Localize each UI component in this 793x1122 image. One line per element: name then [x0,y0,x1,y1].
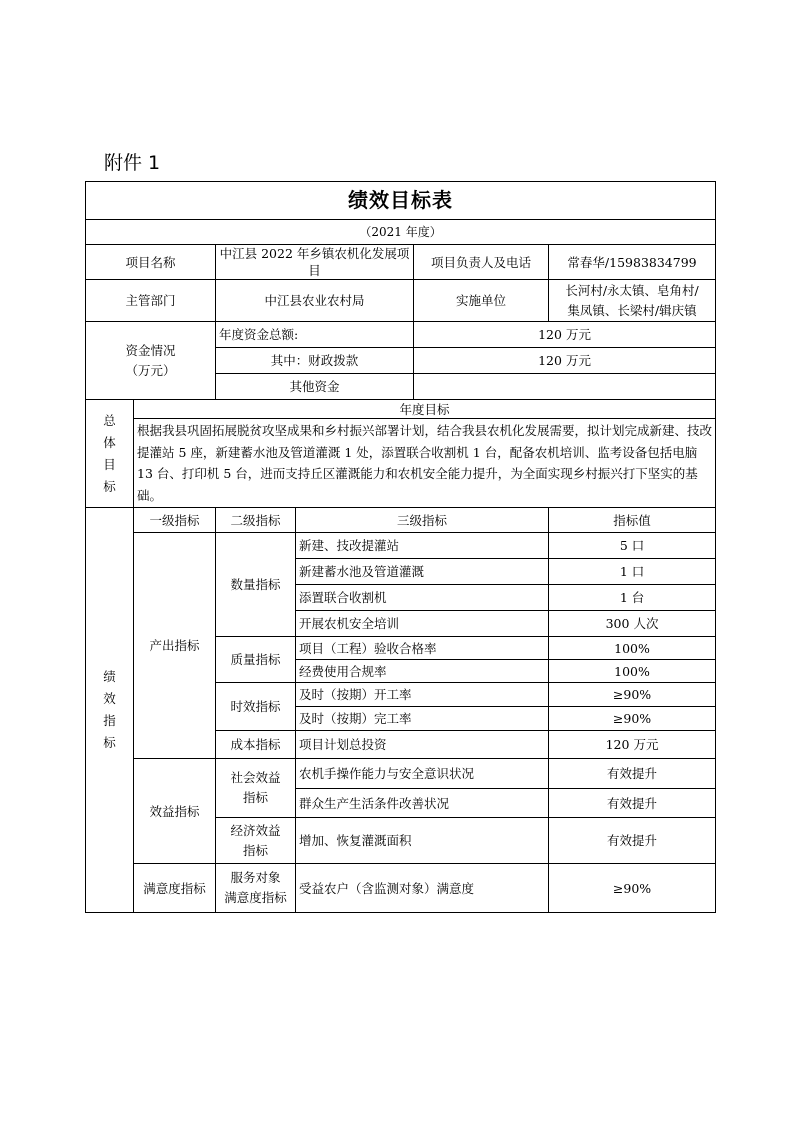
quantity-indicator-label: 数量指标 [216,533,296,637]
funds-label-line1: 资金情况 [125,342,176,358]
table-title: 绩效目标表 [86,182,716,220]
overall-target-label [86,400,134,508]
indicator-name: 受益农户（含监测对象）满意度 [296,864,549,913]
output-indicator-label: 产出指标 [134,533,216,759]
overall-char-2: 体 [103,434,116,450]
header-level2: 二级指标 [216,508,296,533]
indicator-value: 1 台 [549,585,716,611]
indicator-name: 项目计划总投资 [296,731,549,759]
indicator-value: ≥90% [549,707,716,731]
indicator-value: 120 万元 [549,731,716,759]
indicator-value: 1 口 [549,559,716,585]
indicator-value: ≥90% [549,864,716,913]
social-benefit-label [216,759,296,818]
annual-target-header: 年度目标 [134,400,716,419]
indicator-name: 开展农机安全培训 [296,611,549,637]
timeliness-indicator-label: 时效指标 [216,683,296,731]
economic-benefit-label [216,818,296,864]
dept-value: 中江县农业农村局 [216,280,414,322]
project-name-label: 项目名称 [86,245,216,280]
header-level1: 一级指标 [134,508,216,533]
unit-value-line2: 集凤镇、长梁村/辑庆镇 [567,302,697,318]
funds-other-label: 其他资金 [216,374,414,400]
overall-char-1: 总 [103,412,116,428]
cost-indicator-label: 成本指标 [216,731,296,759]
indicator-value: ≥90% [549,683,716,707]
project-name-value: 中江县 2022 年乡镇农机化发展项目 [216,245,414,280]
funds-total-value: 120 万元 [414,322,716,348]
service-satisfaction-label [216,864,296,913]
attachment-label: 附件 1 [104,152,161,174]
indicator-name: 新建、技改提灌站 [296,533,549,559]
indicator-value: 有效提升 [549,789,716,818]
benefit-indicator-label: 效益指标 [134,759,216,864]
indicator-value: 100% [549,637,716,660]
funds-label [86,322,216,400]
performance-indicators-label [86,508,134,913]
quality-indicator-label: 质量指标 [216,637,296,683]
indicator-name: 及时（按期）开工率 [296,683,549,707]
unit-value-line1: 长河村/永太镇、皂角村/ [565,282,699,298]
perf-char-4: 标 [103,735,116,750]
performance-target-table [85,181,716,913]
indicator-value: 有效提升 [549,818,716,864]
project-contact-label: 项目负责人及电话 [414,245,549,280]
service-satisfaction-line1: 服务对象 [230,870,281,885]
indicator-name: 项目（工程）验收合格率 [296,637,549,660]
funds-other-value [414,374,716,400]
indicator-value: 300 人次 [549,611,716,637]
service-satisfaction-line2: 满意度指标 [224,890,287,905]
project-contact-value: 常春华/15983834799 [549,245,716,280]
indicator-value: 5 口 [549,533,716,559]
funds-fiscal-value: 120 万元 [414,348,716,374]
economic-benefit-line1: 经济效益 [230,822,281,838]
perf-char-3: 指 [103,713,116,728]
unit-value [549,280,716,322]
indicator-name: 农机手操作能力与安全意识状况 [296,759,549,789]
satisfaction-indicator-label: 满意度指标 [134,864,216,913]
indicator-name: 添置联合收割机 [296,585,549,611]
dept-label: 主管部门 [86,280,216,322]
overall-char-4: 标 [103,478,116,494]
table-year: （2021 年度） [86,220,716,245]
indicator-name: 增加、恢复灌溉面积 [296,818,549,864]
indicator-name: 群众生产生活条件改善状况 [296,789,549,818]
header-level3: 三级指标 [296,508,549,533]
economic-benefit-line2: 指标 [242,842,268,858]
social-benefit-line1: 社会效益 [230,770,281,785]
indicator-value: 100% [549,660,716,683]
overall-char-3: 目 [103,456,116,472]
funds-fiscal-label: 其中：财政拨款 [216,348,414,374]
social-benefit-line2: 指标 [242,790,268,805]
header-value: 指标值 [549,508,716,533]
unit-label: 实施单位 [414,280,549,322]
perf-char-1: 绩 [103,669,116,684]
indicator-name: 新建蓄水池及管道灌溉 [296,559,549,585]
annual-target-text: 根据我县巩固拓展脱贫攻坚成果和乡村振兴部署计划，结合我县农机化发展需要，拟计划完成新建、技改提灌站 5 座，新建蓄水池及管道灌溉 1 处，添置联合收割机 1 台，配备农机培训、监考设备包括电脑 13 台、打印机 5 台，进而支持丘区灌溉能力和农机安全能力提升，为全面实现乡村振兴打下坚实的基础。 [134,419,716,508]
indicator-name: 经费使用合规率 [296,660,549,683]
funds-total-label: 年度资金总额: [216,322,414,348]
indicator-value: 有效提升 [549,759,716,789]
perf-char-2: 效 [103,691,116,706]
funds-label-line2: （万元） [125,362,176,378]
indicator-name: 及时（按期）完工率 [296,707,549,731]
